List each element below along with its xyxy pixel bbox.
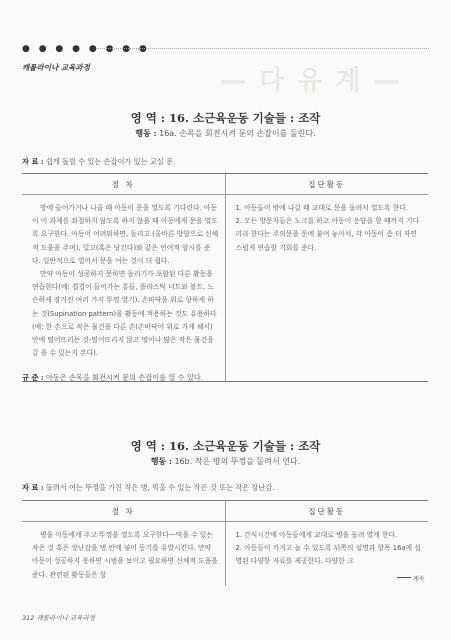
section2-group-header: 집단활동 (225, 501, 428, 522)
section2-procedure-header: 절 차 (22, 501, 225, 522)
section1-procedure-paragraph: 방에 들어가거나 나올 때 아동이 문을 열도록 기다린다. 아동이 이 과제를 좌절하지 않도록 하지 않을 때 아동에게 문을 열도록 요구한다. 아동이 어려워하면, 돌리고 (올바른 방향으로 신체적 도움을 주며), 밀고(혹은 당긴다)와 같은 언어적 암시를 준다. 일반적으로 열어서 문을 여는 것이 더 쉽다. (32, 204, 219, 265)
section1-behavior (0, 128, 451, 139)
section1-procedure-header: 절 차 (22, 174, 225, 195)
section1-materials-label: 자 료 : (22, 157, 44, 166)
section1-table (22, 173, 428, 382)
section1-materials-text: 쉽게 돌릴 수 있는 손잡이가 있는 교실 문. (45, 157, 176, 166)
section2-behavior-text: 16b. 작은 병의 뚜껑을 돌려서 연다. (174, 457, 301, 466)
section2-title: 영 역 : 16. 소근육운동 기술들 : 조작 (130, 439, 321, 453)
header-dots: ● ● ● ● ● ● ● ● (22, 44, 150, 54)
section1-behavior-label: 행동 : (135, 128, 157, 138)
section1-criterion (22, 373, 203, 383)
header-rule (96, 48, 429, 49)
section1-title: 영 역 : 16. 소근육운동 기술들 : 조작 (130, 111, 321, 125)
section1-procedure-paragraph: 만약 아동이 성공하지 못하면 돌리기가 포함된 다른 활동을 연습한다(예: 겹겹이 들어가는 통들, 플라스틱 너트와 볼트, 느슨하게 잠겨진 여러 가지 뚜껑 열기). 손바닥을 위로 향하게 하는 것(Supination pattern)을 활동에 적용하는 것도 유용하다(예: 한 손으로 작은 물건을 다른 손(손바닥이 위로 가게 해서) 안에 떨어뜨리는 것-떨어뜨리지 않고 떨어나 많은 작은 물건을 갈 을 수 있는지 본다). (32, 270, 217, 358)
section2-materials-text: 돌려서 여는 뚜껑을 가진 작은 병, 빅을 수 있는 작은 것 또는 작은 장난감. (45, 483, 275, 492)
section2-procedure-paragraph: 병을 아동에게 주고 뚜껑을 열도록 요구한다—먹을 수 있는 작은 것 혹은 장난감을 병 안에 넣어 동기를 유발시킨다. 만약 아동이 성공하지 못하면 시범을 보이고 필요하면 신체적 도움을 준다. 관련된 활동들은 항 (32, 531, 218, 579)
section1-group-cell (225, 195, 428, 382)
continued-label: 계속 (413, 576, 425, 583)
watermark: — 다 유 계 — (220, 66, 402, 96)
section2-behavior (0, 456, 451, 467)
continued-rule (397, 577, 411, 578)
section2-table (22, 500, 428, 586)
section2-group-item: 1. 간식시간에 아동들에게 교대로 병을 돌려 열게 한다. (235, 531, 398, 539)
section1-procedure-cell (22, 195, 225, 382)
section2-procedure-cell (22, 522, 225, 586)
footer-label: 캐롤라이나 교육과정 (36, 614, 96, 622)
section2-behavior-label: 행동 : (150, 456, 172, 466)
page-number: 312 (22, 614, 35, 622)
section1-behavior-text: 16a. 손목을 회전시켜 문의 손잡이를 돌린다. (159, 129, 316, 138)
page-footer (22, 613, 95, 622)
header-label: 캐롤라이나 교육과정 (22, 63, 90, 72)
section2-materials-label: 자 료 : (22, 483, 44, 492)
section1-criterion-text: 아동은 손목을 회전시켜 문의 손잡이를 열 수 있다. (45, 373, 203, 382)
section1-criterion-label: 규 준 : (22, 373, 44, 382)
section2-materials (22, 483, 275, 493)
section1-group-header: 집단활동 (225, 174, 428, 195)
section1-materials (22, 157, 175, 167)
section2-group-item: 2. 아동들이 가지고 놀 수 있도록 뒤쪽의 설명과 항목 16a에 설명된 다양한 자료를 제공한다. 다양한 크 (235, 544, 421, 566)
section1-group-item: 1. 아동들이 밖에 나갈 때 교대로 문을 돌려서 열도록 한다. (235, 204, 409, 212)
section1-group-item: 2. 모든 방문자들은 노크를 하고 아동이 응답을 할 때까지 기다리라 한다는 주의문을 문에 붙여 놓아서, 각 아동이 좀 더 자연스럽게 연습할 기회를 준다. (235, 217, 420, 252)
